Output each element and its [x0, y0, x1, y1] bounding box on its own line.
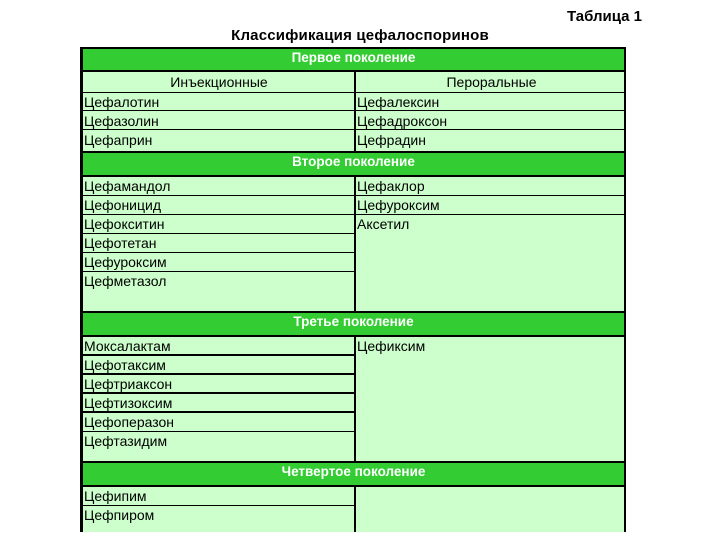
column-divider	[354, 337, 356, 461]
table-cell-injectable: Моксалактам	[83, 337, 354, 356]
table-cell-injectable: Цефокситин	[83, 215, 354, 234]
generation-header-3: Третье поколение	[83, 311, 624, 337]
column-divider	[354, 72, 356, 151]
table-cell-injectable: Цефамандол	[83, 177, 354, 196]
generation-header-1: Первое поколение	[83, 47, 624, 72]
generation-header-2: Второе поколение	[83, 151, 624, 177]
table-cell-injectable: Цефоперазон	[83, 413, 354, 432]
table-cell-injectable: Цефаприн	[84, 132, 153, 148]
table-cell-injectable: Цефоницид	[83, 196, 354, 215]
table-cell-oral: Цефалексин	[356, 93, 626, 111]
column-divider	[354, 487, 356, 532]
table-number: Таблица 1	[566, 8, 642, 25]
table-title: Классификация цефалоспоринов	[231, 27, 489, 44]
table-cell-injectable: Цефотетан	[83, 234, 354, 253]
table-cell-injectable: Цефметазол	[84, 273, 167, 289]
table-cell-injectable: Цефтриаксон	[83, 375, 354, 394]
table-cell-oral: Цефрадин	[357, 132, 426, 148]
table-cell-injectable: Цефотаксим	[83, 356, 354, 375]
column-header-injectable: Инъекционные	[170, 74, 268, 90]
table-cell-injectable: Цефтизоксим	[83, 394, 354, 413]
table-cell-injectable: Цефалотин	[83, 93, 354, 111]
table-cell-injectable: Цефазолин	[83, 112, 354, 130]
table-cell-oral: Цефаклор	[356, 177, 626, 196]
column-divider	[354, 177, 356, 311]
column-header-oral: Пероральные	[446, 74, 537, 90]
table-cell-injectable: Цефпиром	[84, 507, 155, 523]
table-cell-injectable: Цефипим	[83, 487, 354, 506]
table-cell-oral: Цефиксим	[357, 338, 426, 354]
table-cell-oral: Аксетил	[357, 216, 410, 232]
table-cell-injectable: Цефтазидим	[84, 433, 168, 449]
generation-header-4: Четвертое поколение	[83, 461, 624, 487]
table-cell-injectable: Цефуроксим	[83, 253, 354, 272]
table-cell-oral: Цефуроксим	[356, 196, 626, 215]
classification-table	[80, 47, 626, 532]
table-cell-oral: Цефадроксон	[356, 112, 626, 130]
